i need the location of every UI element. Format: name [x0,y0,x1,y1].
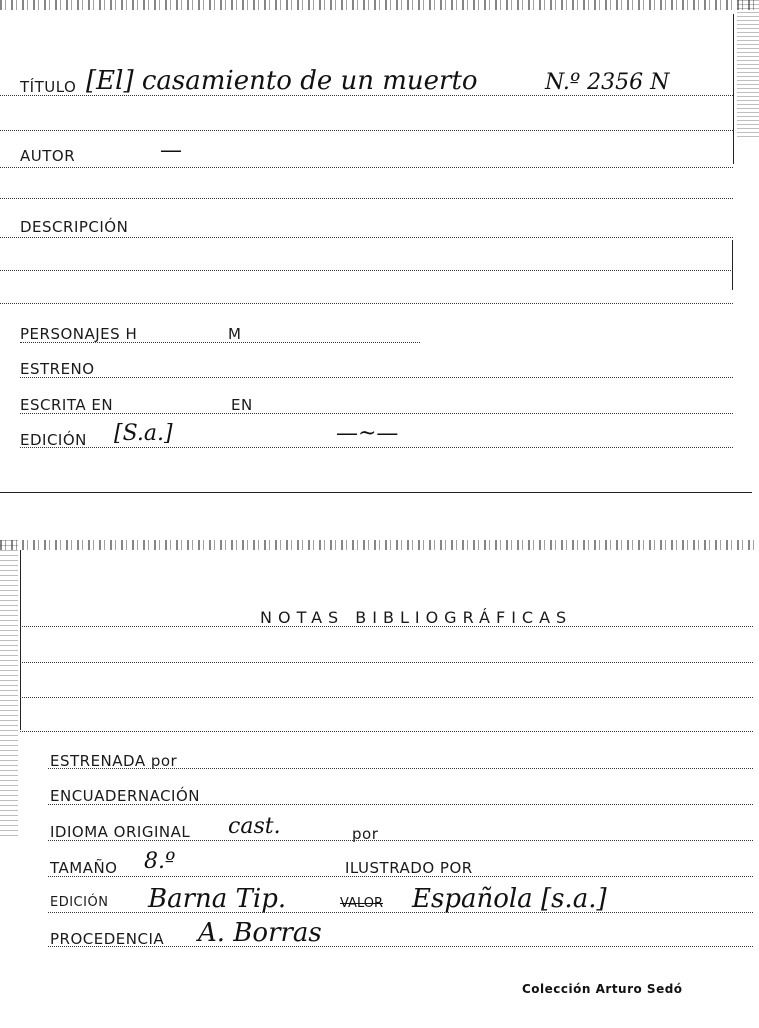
edicion-value: [S.a.] [114,421,173,446]
card-edge-right [737,0,759,140]
tamano-value: 8.º [144,849,176,874]
card-bottom-border [0,492,752,493]
edicion-struck: VALOR [340,896,383,911]
rule-line [20,447,733,448]
procedencia-value: A. Borras [198,918,322,948]
ilustrado-label: ILUSTRADO POR [345,859,473,877]
catalog-card-top [0,0,759,494]
encuadernacion-label: ENCUADERNACIÓN [50,787,201,805]
titulo-label: TÍTULO [20,78,77,96]
idioma-label: IDIOMA ORIGINAL [50,823,191,841]
notas-heading: NOTAS BIBLIOGRÁFICAS [260,608,573,627]
edicion-label: EDICIÓN [20,431,87,449]
idioma-value: cast. [228,814,281,839]
torn-edge-top [0,0,759,10]
estrenada-label: ESTRENADA por [50,752,178,770]
rule-line [0,237,733,238]
edicion-value-b: Española [s.a.] [412,884,607,914]
personajes-m-label: M [228,325,242,343]
card-edge-left [0,540,18,840]
procedencia-label: PROCEDENCIA [50,930,165,948]
catalog-card-bottom [0,540,759,1028]
numero-value: N.º 2356 N [545,70,670,95]
collection-stamp: Colección Arturo Sedó [522,982,683,996]
rule-line [20,377,733,378]
rule-line [0,198,733,199]
rule-line [20,662,753,663]
titulo-value: [El] casamiento de un muerto [86,66,478,96]
rule-line [20,413,733,414]
edicion-label: EDICIÓN [50,895,109,910]
autor-value: — [160,138,182,163]
en-label: EN [231,396,253,414]
torn-edge-top [0,540,759,550]
rule-line [20,626,753,627]
rule-line [20,697,753,698]
tamano-label: TAMAÑO [50,859,118,877]
descripcion-label: DESCRIPCIÓN [20,218,129,236]
estreno-label: ESTRENO [20,360,95,378]
card-border-right-lower [732,240,733,290]
rule-line [0,167,733,168]
edicion-mark: —~— [336,421,399,446]
rule-line [0,270,733,271]
por-label: por [352,825,379,843]
personajes-label: PERSONAJES H [20,325,138,343]
rule-line [0,130,733,131]
card-border-right [733,14,734,164]
rule-line [0,303,733,304]
escrita-en-label: ESCRITA EN [20,396,114,414]
autor-label: AUTOR [20,147,76,165]
edicion-value-a: Barna Tip. [148,884,287,914]
rule-line [20,731,753,732]
card-border-left [20,550,21,730]
